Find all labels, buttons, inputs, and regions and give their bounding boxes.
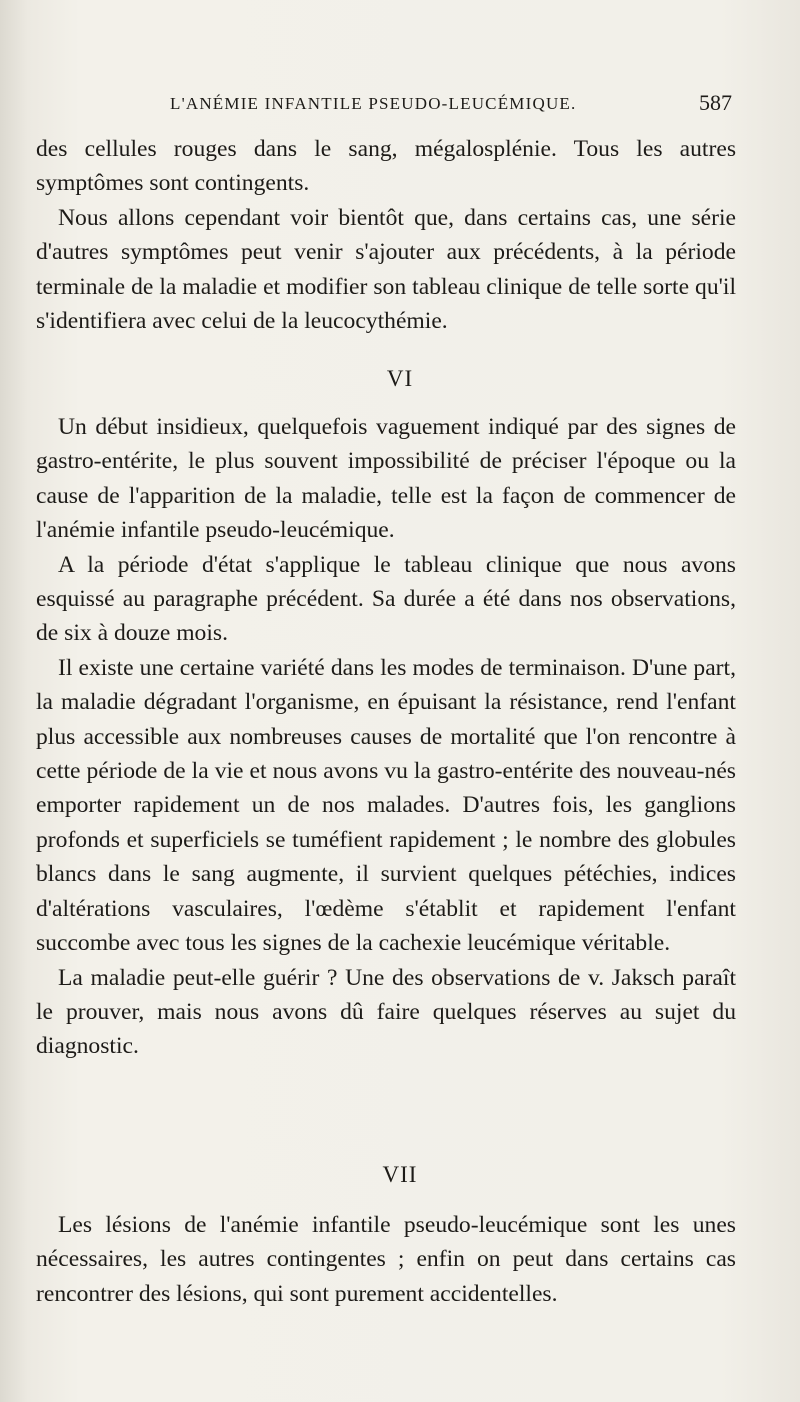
paragraph: A la période d'état s'applique le tableau clinique que nous avons esquissé au paragraphe précédent. Sa durée a été dans nos observations, de six à douze mois.	[36, 551, 736, 647]
paragraph: Les lésions de l'anémie infantile pseudo-leucémique sont les unes nécessaires, les autres contingentes ; enfin on peut dans certains cas rencontrer des lésions, qui sont purement accidentelles.	[36, 1212, 736, 1307]
paragraph-continuation: des cellules rouges dans le sang, mégalosplénie. Tous les autres symptômes sont contingents.	[36, 136, 736, 197]
paragraph: Il existe une certaine variété dans les modes de terminaison. D'une part, la maladie dégradant l'organisme, en épuisant la résistance, rend l'enfant plus accessible aux nombreuses causes de mortalité que l'on rencontre à cette période de la vie et nous avons vu la gastro-entérite des nouveau-nés emporter rapidement un de nos malades. D'autres fois, les ganglions profonds et superficiels se tuméfient rapidement ; le nombre des globules blancs dans le sang augmente, il survient quelques pétéchies, indices d'altérations vasculaires, l'œdème s'établit et rapidement l'enfant succombe avec tous les signes de la cachexie leucémique véritable.	[36, 654, 736, 957]
paragraph: Nous allons cependant voir bientôt que, dans certains cas, une série d'autres symptômes peut venir s'ajouter aux précédents, à la période terminale de la maladie et modifier son tableau clinique de telle sorte qu'il s'identifiera avec celui de la leucocythémie.	[36, 204, 736, 335]
section-heading-vi: VI	[386, 366, 414, 391]
section-vi-text	[36, 410, 736, 1064]
section-heading-vii: VII	[382, 1162, 418, 1187]
paragraph: La maladie peut-elle guérir ? Une des observations de v. Jaksch paraît le prouver, mais nous avons dû faire quelques réserves au sujet du diagnostic.	[36, 964, 736, 1060]
running-title: L'ANÉMIE INFANTILE PSEUDO-LEUCÉMIQUE.	[170, 94, 577, 113]
page-header	[40, 90, 740, 120]
section-vii-text	[36, 1208, 736, 1311]
opening-text	[36, 132, 736, 338]
paragraph: Un début insidieux, quelquefois vaguement indiqué par des signes de gastro-entérite, le plus souvent impossibilité de préciser l'époque ou la cause de l'apparition de la maladie, telle est la façon de commencer de l'anémie infantile pseudo-leucémique.	[36, 414, 736, 544]
page-number: 587	[699, 90, 732, 115]
